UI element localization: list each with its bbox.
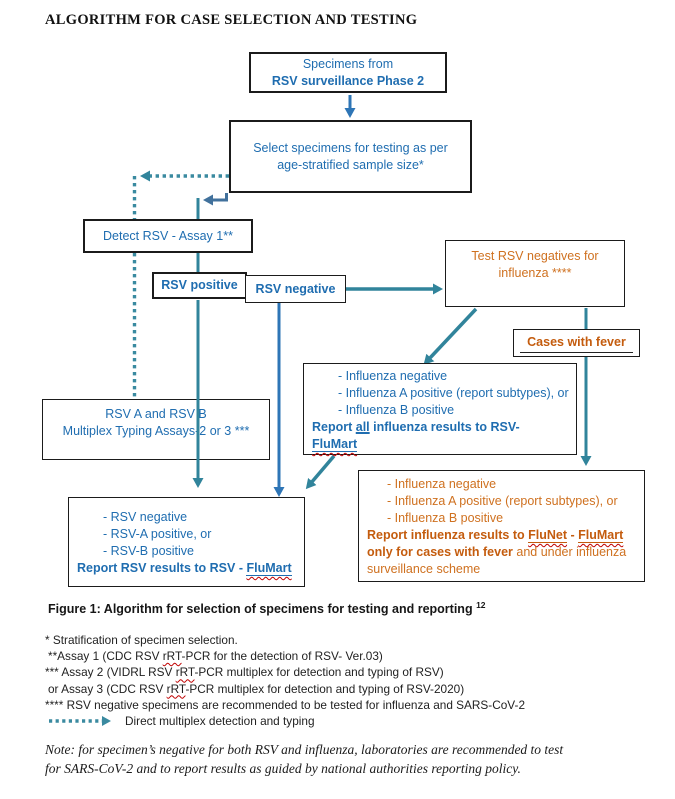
figure-caption [48, 600, 486, 616]
rsv-report-flumart: FluMart [246, 561, 292, 575]
footer-note-line2: for SARS-CoV-2 and to report results as guided by national authorities reporting policy. [45, 761, 521, 776]
footnote-3 [45, 664, 525, 680]
arrow-test-to-influenza-results [429, 309, 476, 359]
footnote-3-rrt: rRT [175, 665, 195, 680]
arrow-select-elbow [211, 193, 227, 200]
rsv-report-pre: Report RSV results to RSV - [77, 561, 247, 575]
arrow-influenza-to-rsvreport [311, 456, 334, 483]
footnote-4 [45, 681, 525, 697]
flu-blue-bullet3: - Influenza B positive [338, 403, 455, 417]
flu-orange-bullet1: - Influenza negative [387, 477, 497, 491]
footnotes [45, 632, 525, 713]
rsv-report-line [69, 560, 304, 577]
box-cases-with-fever-label: Cases with fever [520, 334, 633, 353]
footnote-2-pre: **Assay 1 (CDC RSV [48, 649, 163, 664]
flu-blue-report-line2 [304, 436, 576, 453]
flu-orange-bullet2: - Influenza A positive (report subtypes), or [387, 494, 618, 508]
dotted-arrow-icon [47, 715, 117, 727]
box-select-specimens [229, 120, 472, 193]
box-specimens-line2: RSV surveillance Phase 2 [271, 73, 425, 88]
box-select-line2: age-stratified sample size* [277, 157, 424, 172]
footnote-2 [45, 648, 525, 664]
flu-orange-flumart: FluMart [578, 528, 624, 542]
box-test-line1: Test RSV negatives for [471, 249, 599, 263]
flu-orange-line2 [359, 544, 644, 561]
box-rsv-positive [152, 272, 247, 299]
box-rsv-report [68, 497, 305, 587]
footer-note [45, 740, 563, 778]
flu-blue-flumart: FluMart [312, 437, 358, 451]
flu-orange-report-pre: Report influenza results to [367, 528, 529, 542]
box-influenza-fever-orange [358, 470, 645, 582]
box-rsv-negative [245, 275, 346, 303]
box-cases-with-fever [513, 329, 640, 357]
rsv-report-bullet3: - RSV-B positive [103, 544, 195, 558]
box-rsv-ab-line1: RSV A and RSV B [105, 407, 207, 421]
box-specimens [249, 52, 447, 93]
page-title: ALGORITHM FOR CASE SELECTION AND TESTING [45, 12, 418, 28]
flu-orange-line3: surveillance scheme [367, 562, 481, 576]
dotted-arrow-legend [47, 714, 315, 728]
figure-caption-superscript: 12 [476, 600, 486, 610]
box-test-rsv-negatives [445, 240, 625, 307]
box-detect-rsv [83, 219, 253, 253]
box-rsv-positive-label: RSV positive [161, 278, 238, 292]
flu-blue-report-post: influenza results to RSV- [369, 420, 520, 434]
flu-orange-bullet3: - Influenza B positive [387, 511, 504, 525]
flu-blue-report-all: all [355, 420, 370, 434]
footnote-2-rrt: rRT [162, 649, 182, 664]
footnote-4-rrt: rRT [166, 681, 186, 696]
box-rsv-ab-typing [42, 399, 270, 460]
footer-note-line1: Note: for specimen’s negative for both RSV and influenza, laboratories are recommended to test [45, 742, 564, 757]
flu-blue-report-line1 [304, 419, 576, 436]
box-influenza-results-blue [303, 363, 577, 455]
footnote-4-post: -PCR multiplex for detection and typing of RSV-2020) [185, 681, 465, 696]
box-test-line2: influenza **** [498, 266, 572, 280]
flu-blue-report-pre: Report [312, 420, 356, 434]
footnote-4-pre: or Assay 3 (CDC RSV [48, 681, 167, 696]
box-select-line1: Select specimens for testing as per [253, 140, 448, 155]
footnote-3-pre: *** Assay 2 (VIDRL RSV [45, 665, 176, 680]
rsv-report-bullet1: - RSV negative [103, 510, 188, 524]
figure-caption-text: Figure 1: Algorithm for selection of specimens for testing and reporting [48, 602, 477, 617]
box-rsv-negative-label: RSV negative [255, 281, 336, 296]
footnote-3-post: -PCR multiplex for detection and typing of RSV) [194, 665, 444, 680]
footnote-2-post: -PCR for the detection of RSV- Ver.03) [181, 649, 383, 664]
flu-orange-report-line1 [359, 527, 644, 544]
flu-orange-flunet: FluNet [528, 528, 568, 542]
dotted-arrow-legend-label: Direct multiplex detection and typing [125, 714, 315, 728]
box-detect-label: Detect RSV - Assay 1** [103, 228, 233, 243]
footnote-1: * Stratification of specimen selection. [45, 633, 238, 647]
flu-blue-bullet1: - Influenza negative [338, 369, 448, 383]
flu-blue-bullet2: - Influenza A positive (report subtypes), or [338, 386, 569, 400]
flu-orange-dash: - [567, 528, 579, 542]
rsv-report-bullet2: - RSV-A positive, or [103, 527, 212, 541]
flu-orange-line2-bold: only for cases with fever [367, 545, 513, 559]
flu-orange-line2-rest: and under influenza [512, 545, 627, 559]
footnote-5: **** RSV negative specimens are recommended to be tested for influenza and SARS-CoV-2 [45, 697, 526, 712]
box-specimens-line1: Specimens from [302, 56, 394, 71]
box-rsv-ab-line2: Multiplex Typing Assays-2 or 3 *** [62, 424, 250, 438]
